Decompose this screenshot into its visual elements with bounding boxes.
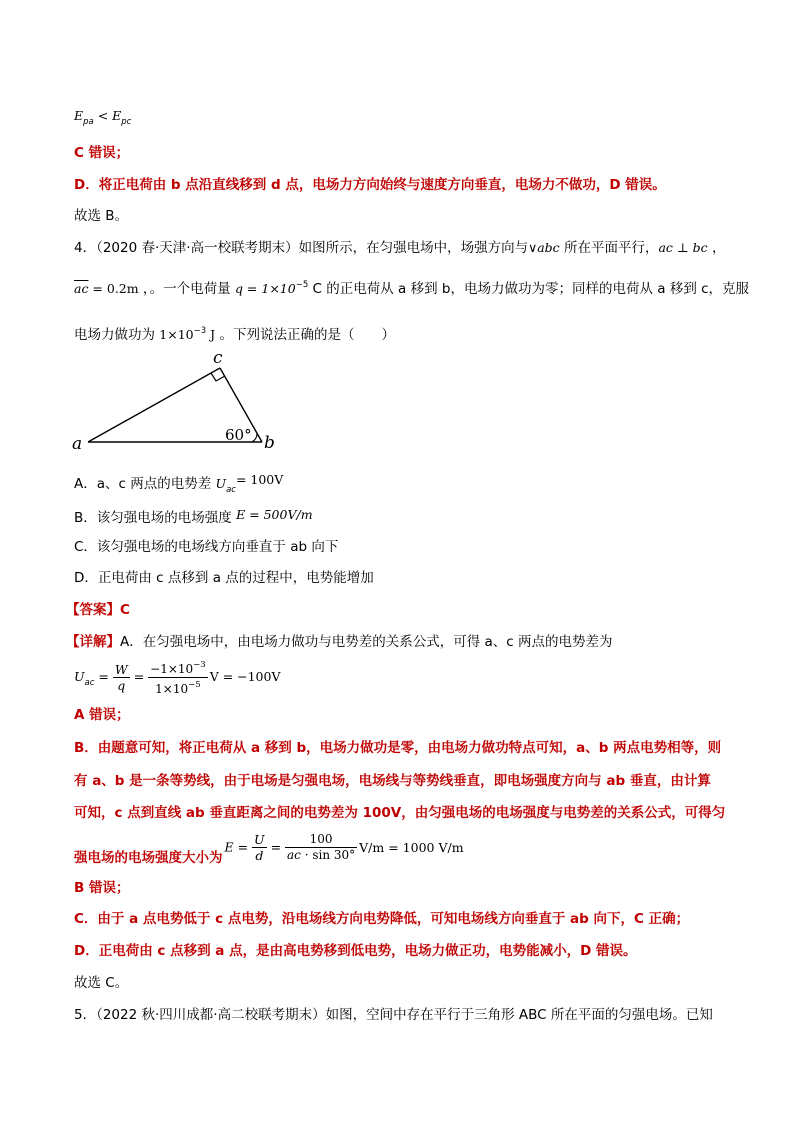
formula-uac: $U_{ac}$ = $\frac{W}{q}$ = $\frac{-1\times 10^{-3}}{1\times 10^{-5}}$ V = −100V: [74, 659, 281, 696]
q4-line1: 4．（2020 春·天津·高一校联考期末）如图所示，在匀强电场中，场强方向与∨abc 所在平面平行，ac ⊥ bc ，: [74, 240, 726, 256]
vertex-a: a: [72, 434, 83, 454]
vertex-c: c: [213, 348, 223, 368]
b-explanation-2: 有 a、b 是一条等势线，由于电场是匀强电场，电场线与等势线垂直，即电场强度方向与 ab 垂直，由计算: [74, 773, 711, 789]
c-explanation: C．由于 a 点电势低于 c 点电势，沿电场线方向电势降低，可知电场线方向垂直于 ab 向下，C 正确；: [74, 911, 690, 927]
answer-label: 【答案】C: [66, 602, 130, 618]
edge-ac: [88, 368, 220, 442]
formula-e: E = $\frac{U}{d}$ = $\frac{100}{\overline{ac} \cdot \sin 30^\circ}$ V/m = 1000 V/m: [224, 832, 464, 863]
formula-epa-epc: $E_{pa} < E_{pc}$: [74, 108, 132, 127]
triangle-figure: [62, 348, 292, 458]
option-b: B．该匀强电场的电场强度 E = 500V/m: [74, 507, 313, 526]
angle-label: 60°: [225, 426, 252, 444]
d-explanation: D．将正电荷由 b 点沿直线移到 d 点，电场力方向始终与速度方向垂直，电场力不做功，D 错误。: [74, 177, 666, 193]
b-explanation-4: 强电场的电场强度大小为E = $\frac{U}{d}$ = $\frac{100}{\overline{ac} \cdot \sin 30^\circ}$ V/m = 1000 V/m: [74, 832, 464, 866]
vertex-b: b: [264, 433, 275, 453]
choose-b: 故选 B。: [74, 208, 129, 224]
q4-line2: $\overline{ac} = 0.2m$ ，。一个电荷量 $q = 1\times 10^{-5}$ C 的正电荷从 a 移到 b，电场力做功为零；同样的电荷从 a 移到 c，克服: [74, 280, 750, 297]
angle-arc: [252, 433, 257, 442]
q4-line3: 电场力做功为 $1\times 10^{-3}$ J 。下列说法正确的是（ ）: [74, 326, 395, 343]
option-d: D．正电荷由 c 点移到 a 点的过程中，电势能增加: [74, 570, 374, 586]
detail-a: 【详解】A．在匀强电场中，由电场力做功与电势差的关系公式，可得 a、c 两点的电势差为: [66, 634, 613, 650]
d-explanation-2: D．正电荷由 c 点移到 a 点，是由高电势移到低电势，电场力做正功，电势能减小，D 错误。: [74, 943, 637, 959]
b-wrong-text: B 错误；: [74, 880, 130, 896]
option-a: A．a、c 两点的电势差 $U_{ac}= 100V$: [74, 472, 284, 495]
b-explanation-3: 可知，c 点到直线 ab 垂直距离之间的电势差为 100V，由匀强电场的电场强度与电势差的关系公式，可得匀: [74, 805, 726, 821]
choose-c: 故选 C。: [74, 975, 129, 991]
q5-line1: 5．（2022 秋·四川成都·高二校联考期末）如图，空间中存在平行于三角形 ABC 所在平面的匀强电场。已知: [74, 1007, 713, 1023]
b-explanation-1: B．由题意可知，将正电荷从 a 移到 b，电场力做功是零，由电场力做功特点可知，a、b 两点电势相等，则: [74, 740, 722, 756]
c-wrong-text: C 错误；: [74, 145, 130, 161]
a-wrong-text: A 错误；: [74, 707, 130, 723]
option-c: C．该匀强电场的电场线方向垂直于 ab 向下: [74, 539, 339, 555]
